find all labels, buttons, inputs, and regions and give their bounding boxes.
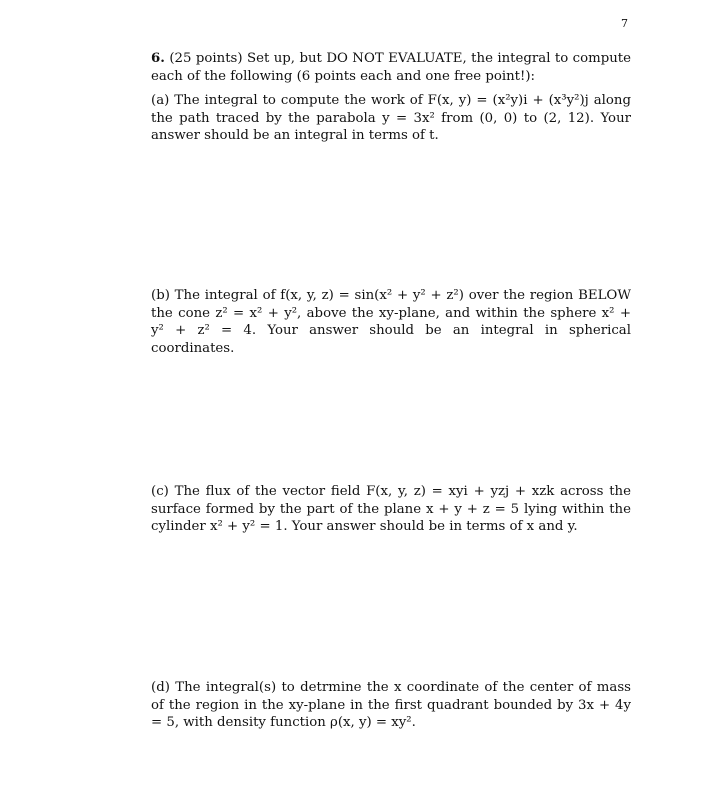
- part-a-text: (a) The integral to compute the work of F(x, y) = (x²y)i + (x³y²)j along the path traced by the parabola y = 3x² from (0, 0) to (2, 12). Your answer should be an integral in terms of t.: [151, 93, 631, 143]
- part-d-text: (d) The integral(s) to detrmine the x coordinate of the center of mass of the region in the xy-plane in the first quadrant bounded by 3x + 4y = 5, with density function ρ(x, y) = xy².: [151, 680, 631, 730]
- part-c-text: (c) The flux of the vector field F(x, y, z) = xyi + yzj + xzk across the surface formed by the part of the plane x + y + z = 5 lying within the cylinder x² + y² = 1. Your answer should be in terms of x and y.: [151, 484, 631, 534]
- question-intro: (25 points) Set up, but DO NOT EVALUATE, the integral to compute each of the following (6 points each and one free point!):: [151, 51, 631, 84]
- part-c: [151, 483, 631, 536]
- question-number: 6.: [151, 51, 165, 66]
- page-number: 7: [621, 17, 628, 30]
- part-d: [151, 679, 631, 732]
- part-b-text: (b) The integral of f(x, y, z) = sin(x² + y² + z²) over the region BELOW the cone z² = x² + y², above the xy-plane, and within the sphere x² + y² + z² = 4. Your answer should be an integral in spherical coordinates.: [151, 288, 631, 356]
- part-a: [151, 92, 631, 145]
- part-b: [151, 287, 631, 357]
- question-heading: [151, 50, 631, 85]
